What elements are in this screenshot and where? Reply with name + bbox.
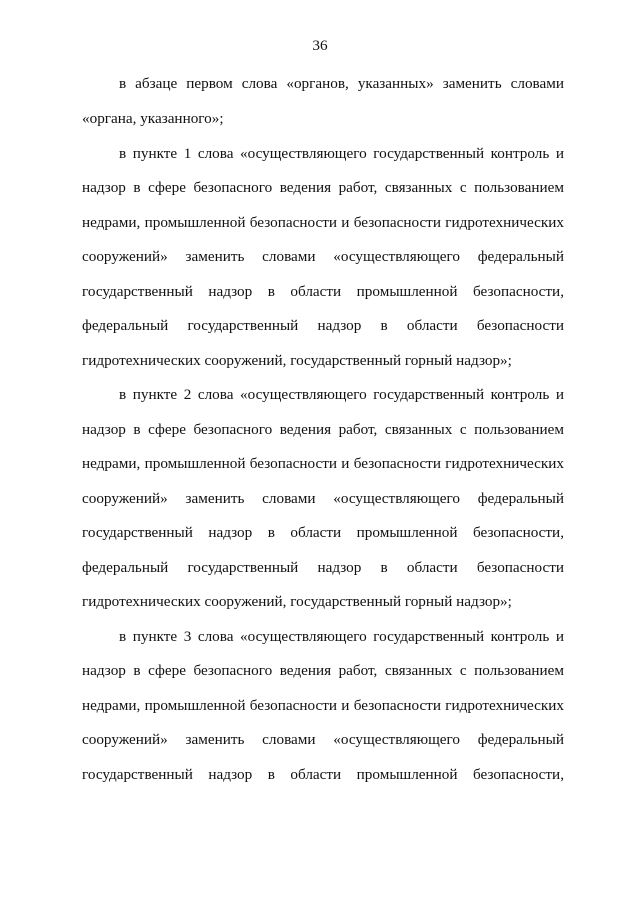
text-line: недрами, промышленной безопасности и безопасности гидротехнических bbox=[82, 214, 564, 231]
text-line: гидротехнических сооружений, государственный горный надзор»; bbox=[82, 352, 512, 369]
text-line: в абзаце первом слова «органов, указанных» заменить словами bbox=[119, 75, 564, 92]
text-line: надзор в сфере безопасного ведения работ, связанных с пользованием bbox=[82, 421, 564, 438]
text-line: в пункте 3 слова «осуществляющего государственный контроль и bbox=[119, 628, 564, 645]
text-line: государственный надзор в области промышленной безопасности, bbox=[82, 283, 564, 300]
text-line: гидротехнических сооружений, государственный горный надзор»; bbox=[82, 593, 512, 610]
text-line: сооружений» заменить словами «осуществляющего федеральный bbox=[82, 490, 564, 507]
text-line: надзор в сфере безопасного ведения работ, связанных с пользованием bbox=[82, 179, 564, 196]
text-line: надзор в сфере безопасного ведения работ, связанных с пользованием bbox=[82, 662, 564, 679]
text-line: недрами, промышленной безопасности и безопасности гидротехнических bbox=[82, 697, 564, 714]
text-line: федеральный государственный надзор в области безопасности bbox=[82, 559, 564, 576]
text-line: сооружений» заменить словами «осуществляющего федеральный bbox=[82, 731, 564, 748]
text-line: в пункте 2 слова «осуществляющего государственный контроль и bbox=[119, 386, 564, 403]
text-line: государственный надзор в области промышленной безопасности, bbox=[82, 524, 564, 541]
text-line: федеральный государственный надзор в области безопасности bbox=[82, 317, 564, 334]
text-line: в пункте 1 слова «осуществляющего государственный контроль и bbox=[119, 145, 564, 162]
text-line: государственный надзор в области промышленной безопасности, bbox=[82, 766, 564, 783]
text-line: сооружений» заменить словами «осуществляющего федеральный bbox=[82, 248, 564, 265]
page-number: 36 bbox=[312, 37, 328, 54]
text-line: недрами, промышленной безопасности и безопасности гидротехнических bbox=[82, 455, 564, 472]
text-line: «органа, указанного»; bbox=[82, 110, 224, 127]
